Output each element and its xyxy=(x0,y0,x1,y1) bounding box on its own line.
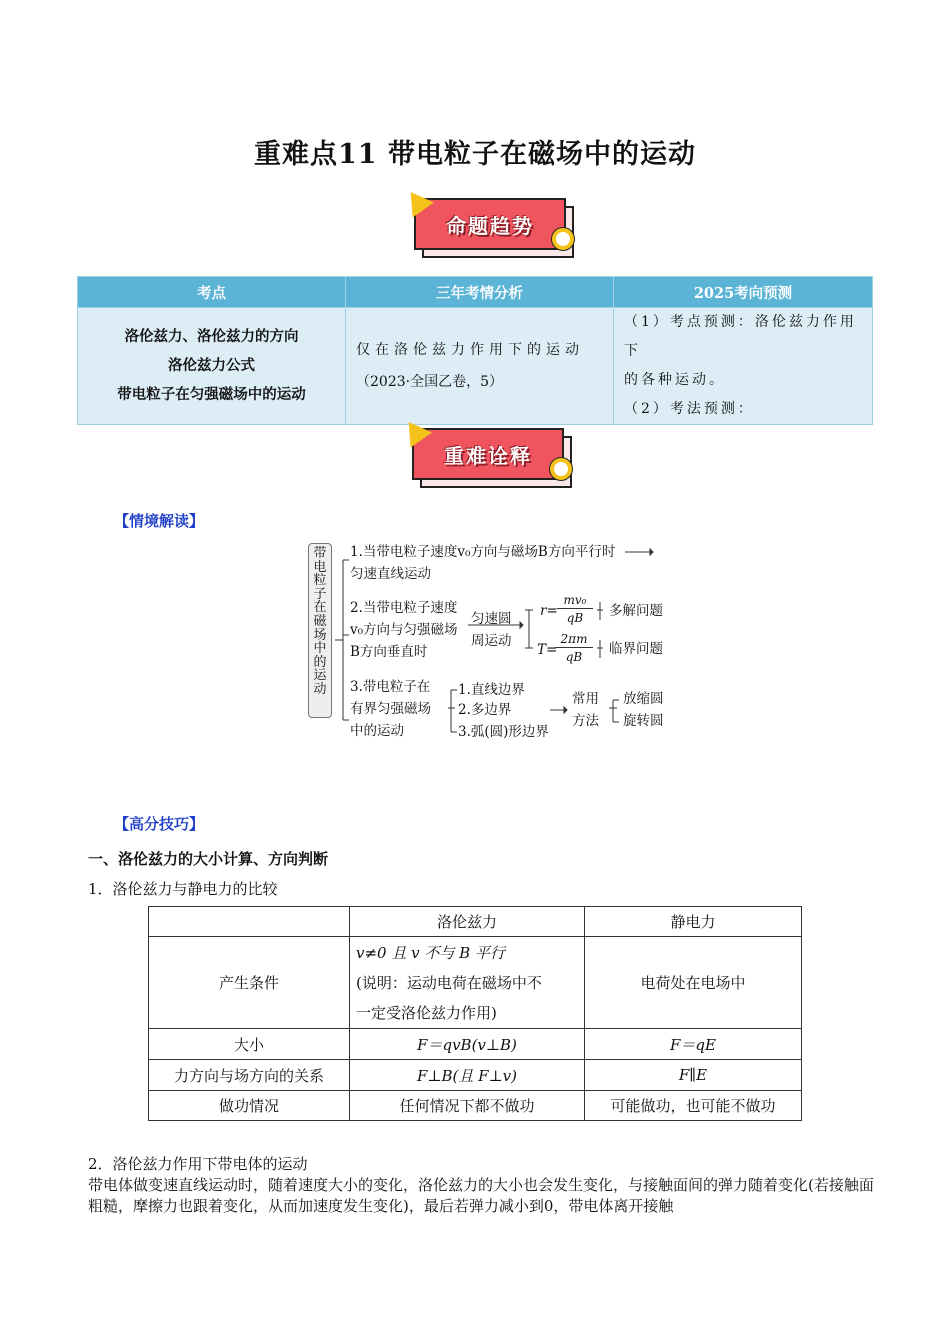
trend-badge xyxy=(414,198,584,260)
mindmap-motion: 周运动 xyxy=(471,633,512,649)
mindmap-branch1: 1.当带电粒子速度v₀方向与磁场B方向平行时 xyxy=(350,544,616,560)
analysis-source: （2023·全国乙卷，5） xyxy=(356,374,503,390)
compare-cell: 电荷处在电场中 xyxy=(585,937,802,1029)
forecast-line: （2）考法预测： xyxy=(624,401,755,417)
mindmap-branch2: v₀方向与匀强磁场 xyxy=(350,622,458,638)
period-formula-label: T= xyxy=(537,642,558,658)
summary-header-point: 考点 xyxy=(78,277,346,308)
point-item: 带电粒子在匀强磁场中的运动 xyxy=(117,386,306,403)
mindmap-branch2: B方向垂直时 xyxy=(350,644,428,660)
radius-numerator: mv₀ xyxy=(557,592,593,609)
mindmap-branch3: 中的运动 xyxy=(350,723,404,739)
compare-head-empty xyxy=(149,907,350,937)
ring-icon xyxy=(550,458,572,480)
summary-analysis xyxy=(346,308,614,425)
condition-note: (说明：运动电荷在磁场中不 xyxy=(356,973,542,992)
ring-icon xyxy=(552,228,574,250)
forecast-line: （1）考点预测：洛伦兹力作用下 xyxy=(624,314,857,359)
mindmap-critical: 临界问题 xyxy=(609,641,663,657)
body-paragraph: 带电体做变速直线运动时，随着速度大小的变化，洛伦兹力的大小也会发生变化，与接触面间的弹力随着变化(若接触面粗糙，摩擦力也跟着变化，从而加速度发生变化)，最后若弹力减小到0，带电体离开接触 xyxy=(88,1176,874,1215)
mindmap-branch3: 3.带电粒子在 xyxy=(350,679,431,695)
trend-badge-label: 命题趋势 xyxy=(446,213,534,238)
mindmap-method: 常用 xyxy=(572,691,599,707)
page-title: 重难点11 带电粒子在磁场中的运动 xyxy=(254,139,696,170)
mindmap-boundary: 3.弧(圆)形边界 xyxy=(458,724,549,740)
explain-badge-label: 重难诠释 xyxy=(444,443,532,468)
section-scenario: 【情境解读】 xyxy=(114,512,205,530)
compare-cell: 任何情况下都不做功 xyxy=(350,1091,585,1121)
subheading-compare: 1．洛伦兹力与静电力的比较 xyxy=(88,880,278,898)
mind-map xyxy=(305,540,685,745)
compare-head-lorentz: 洛伦兹力 xyxy=(350,907,585,937)
summary-table xyxy=(77,276,873,425)
mindmap-root: 带电粒子在磁场中的运动 xyxy=(308,543,332,718)
subheading-motion: 2．洛伦兹力作用下带电体的运动 xyxy=(88,1155,308,1173)
point-item: 洛伦兹力公式 xyxy=(168,357,255,374)
mindmap-multi-solution: 多解问题 xyxy=(609,603,663,619)
mindmap-motion: 匀速圆 xyxy=(471,611,512,627)
compare-head-electric: 静电力 xyxy=(585,907,802,937)
summary-header-forecast: 2025考向预测 xyxy=(614,277,873,308)
compare-table xyxy=(148,906,802,1121)
mindmap-boundary: 1.直线边界 xyxy=(458,682,525,698)
forecast-line: 的各种运动。 xyxy=(624,372,726,388)
compare-row-label: 大小 xyxy=(149,1029,350,1060)
heading-lorentz: 一、洛伦兹力的大小计算、方向判断 xyxy=(88,850,329,868)
mindmap-boundary: 2.多边界 xyxy=(458,702,512,718)
compare-row-label: 力方向与场方向的关系 xyxy=(149,1060,350,1091)
mindmap-branch1-result: 匀速直线运动 xyxy=(350,566,431,582)
condition-note: 一定受洛伦兹力作用) xyxy=(356,1003,497,1022)
period-numerator: 2πm xyxy=(555,631,593,648)
compare-cell: 可能做功，也可能不做功 xyxy=(585,1091,802,1121)
radius-denominator: qB xyxy=(566,611,584,625)
summary-header-analysis: 三年考情分析 xyxy=(346,277,614,308)
analysis-line: 仅在洛伦兹力作用下的运动 xyxy=(356,342,584,358)
compare-cell: F＝qE xyxy=(585,1029,802,1060)
compare-cell: F∥E xyxy=(585,1060,802,1091)
compare-row-label: 产生条件 xyxy=(149,937,350,1029)
compare-cell: F＝qvB(v⊥B) xyxy=(350,1029,585,1060)
section-skills: 【高分技巧】 xyxy=(114,815,205,833)
point-item: 洛伦兹力、洛伦兹力的方向 xyxy=(124,328,299,345)
summary-points xyxy=(78,308,346,425)
mindmap-rotating-circle: 旋转圆 xyxy=(623,713,664,729)
condition-line: v≠0 且 v 不与 B 平行 xyxy=(356,943,505,962)
mindmap-scaling-circle: 放缩圆 xyxy=(623,691,664,707)
mindmap-branch2: 2.当带电粒子速度 xyxy=(350,600,458,616)
mindmap-method: 方法 xyxy=(572,713,599,729)
compare-cell xyxy=(350,937,585,1029)
mindmap-branch3: 有界匀强磁场 xyxy=(350,701,431,717)
compare-row-label: 做功情况 xyxy=(149,1091,350,1121)
radius-formula-label: r= xyxy=(540,603,558,619)
compare-cell: F⊥B(且 F⊥v) xyxy=(350,1060,585,1091)
summary-forecast xyxy=(614,308,873,425)
period-denominator: qB xyxy=(565,650,583,664)
explain-badge xyxy=(412,428,582,490)
